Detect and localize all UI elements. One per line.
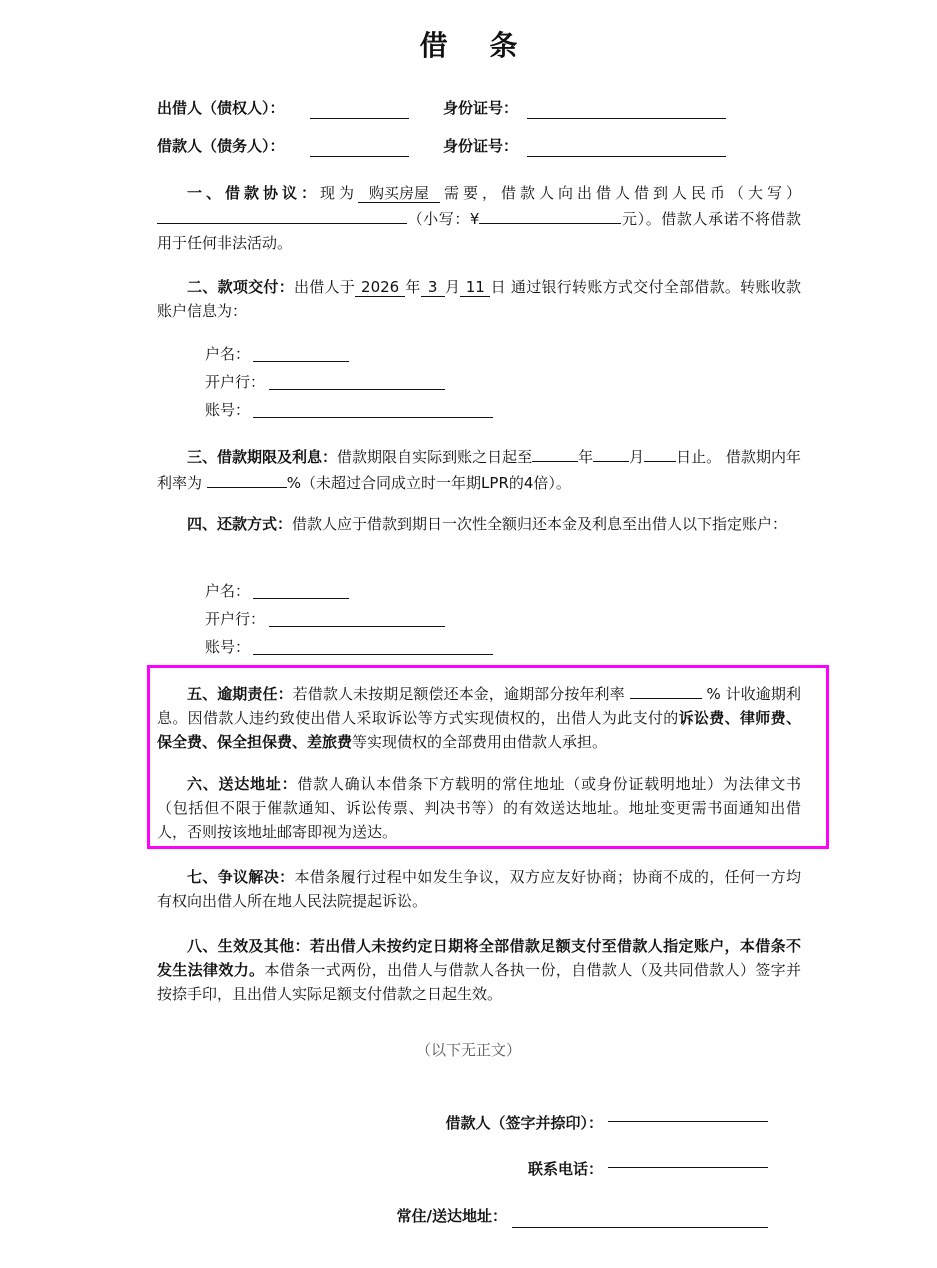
repay-name-field[interactable] xyxy=(253,598,349,599)
section-overdue-liability xyxy=(157,680,801,754)
borrower-id-field[interactable] xyxy=(527,156,726,157)
term-month-field[interactable] xyxy=(593,443,629,462)
section-7-text: 本借条履行过程中如发生争议，双方应友好协商；协商不成的，任何一方均有权向出借人所在地人民法院提起诉讼。 xyxy=(157,868,801,910)
overdue-rate-field[interactable] xyxy=(630,680,702,699)
delivery-day-field[interactable]: 11 xyxy=(460,278,490,297)
section-5-text: 等实现债权的全部费用由借款人承担。 xyxy=(352,733,608,751)
amount-lowercase-field[interactable] xyxy=(479,205,621,224)
section-1-text: 元）。借款人承诺不将借款用于任何非法活动。 xyxy=(157,210,801,252)
section-4-text: 借款人应于借款到期日一次性全额归还本金及利息至出借人以下指定账户： xyxy=(292,515,788,533)
receive-name-field[interactable] xyxy=(253,361,349,362)
end-of-text-note: （以下无正文） xyxy=(415,1041,521,1059)
repay-bank-label: 开户行： xyxy=(205,610,266,628)
section-5-heading: 五、逾期责任： xyxy=(187,685,293,703)
section-3-text: 年 xyxy=(578,448,594,466)
section-loan-agreement xyxy=(157,181,801,255)
section-dispute xyxy=(157,865,801,913)
repay-name-label: 户名： xyxy=(205,582,251,600)
section-effectiveness xyxy=(157,934,801,1006)
borrower-label: 借款人（债务人）： xyxy=(157,137,285,155)
receive-name-label: 户名： xyxy=(205,345,251,363)
section-3-text: 月 xyxy=(629,448,645,466)
receive-account-label: 账号： xyxy=(205,401,251,419)
lender-label: 出借人（债权人）： xyxy=(157,99,285,117)
section-8-heading: 八、生效及其他： xyxy=(187,937,310,955)
address-label: 常住/送达地址： xyxy=(396,1207,507,1225)
section-5-bold-text: 诉讼费、律师费、保全费、保全担保费、差旅费 xyxy=(157,709,801,751)
borrower-signature-label: 借款人（签字并捺印）： xyxy=(445,1114,603,1132)
amount-uppercase-field[interactable] xyxy=(157,205,407,224)
receive-bank-label: 开户行： xyxy=(205,373,266,391)
section-3-text: 日止。 借款期内年利率为 xyxy=(157,448,801,492)
section-8-bold-text: 若出借人未按约定日期将全部借款足额支付至借款人指定账户，本借条不发生法律效力。 xyxy=(157,937,801,979)
section-1-text: 现为 xyxy=(320,184,358,202)
repay-account-label: 账号： xyxy=(205,638,251,656)
section-1-text: 需要，借款人向出借人借到人民币（大写） xyxy=(440,184,801,202)
section-1-heading: 一、借款协议： xyxy=(187,184,320,202)
section-6-text: 借款人确认本借条下方载明的常住地址（或身份证载明地址）为法律文书（包括但不限于催款通知、诉讼传票、判决书等）的有效送达地址。地址变更需书面通知出借人，否则按该地址邮寄即视为送达。 xyxy=(157,775,801,841)
section-term-interest xyxy=(157,443,801,495)
repay-bank-field[interactable] xyxy=(269,626,445,627)
receive-bank-field[interactable] xyxy=(269,389,445,390)
section-2-text: 年 xyxy=(405,278,421,296)
annual-rate-field[interactable] xyxy=(207,469,287,488)
section-8-text: 本借条一式两份，出借人与借款人各执一份，自借款人（及共同借款人）签字并按捺手印，且出借人实际足额支付借款之日起生效。 xyxy=(157,961,801,1003)
section-2-text: 日 xyxy=(490,278,506,296)
section-repayment xyxy=(157,512,801,536)
borrower-signature-field[interactable] xyxy=(608,1121,768,1122)
address-field[interactable] xyxy=(512,1227,768,1228)
term-year-field[interactable] xyxy=(532,443,578,462)
receive-account-field[interactable] xyxy=(253,417,493,418)
phone-field[interactable] xyxy=(608,1167,768,1168)
borrower-id-label: 身份证号： xyxy=(443,137,519,155)
term-day-field[interactable] xyxy=(644,443,676,462)
loan-purpose-field[interactable]: 购买房屋 xyxy=(358,184,440,203)
section-service-address xyxy=(157,772,801,844)
section-2-text: 出借人于 xyxy=(293,278,356,296)
section-payment-delivery xyxy=(157,275,801,323)
section-3-heading: 三、借款期限及利息： xyxy=(187,448,338,466)
delivery-month-field[interactable]: 3 xyxy=(421,278,445,297)
lender-id-field[interactable] xyxy=(527,118,726,119)
section-3-text: 借款期限自实际到账之日起至 xyxy=(337,448,533,466)
lender-id-label: 身份证号： xyxy=(443,99,519,117)
section-3-text: %（未超过合同成立时一年期LPR的4倍）。 xyxy=(286,474,571,492)
section-5-text: % 计收逾期利息。因借款人违约致使出借人采取诉讼等方式实现债权的，出借人为此支付的 xyxy=(157,685,801,727)
document-title: 借 条 xyxy=(419,29,534,62)
section-1-text: （小写：¥ xyxy=(407,210,480,228)
section-6-heading: 六、送达地址： xyxy=(187,775,298,793)
delivery-year-field[interactable]: 2026 xyxy=(355,278,405,297)
lender-name-field[interactable] xyxy=(310,118,409,119)
repay-account-field[interactable] xyxy=(253,654,493,655)
borrower-name-field[interactable] xyxy=(310,156,409,157)
section-5-text: 若借款人未按期足额偿还本金，逾期部分按年利率 xyxy=(292,685,625,703)
section-2-text: 月 xyxy=(444,278,461,296)
section-2-text: 通过银行转账方式交付全部借款。转账收款账户信息为： xyxy=(157,278,801,320)
section-4-heading: 四、还款方式： xyxy=(187,515,293,533)
phone-label: 联系电话： xyxy=(527,1160,603,1178)
section-2-heading: 二、款项交付： xyxy=(187,278,294,296)
section-7-heading: 七、争议解决： xyxy=(187,868,295,886)
